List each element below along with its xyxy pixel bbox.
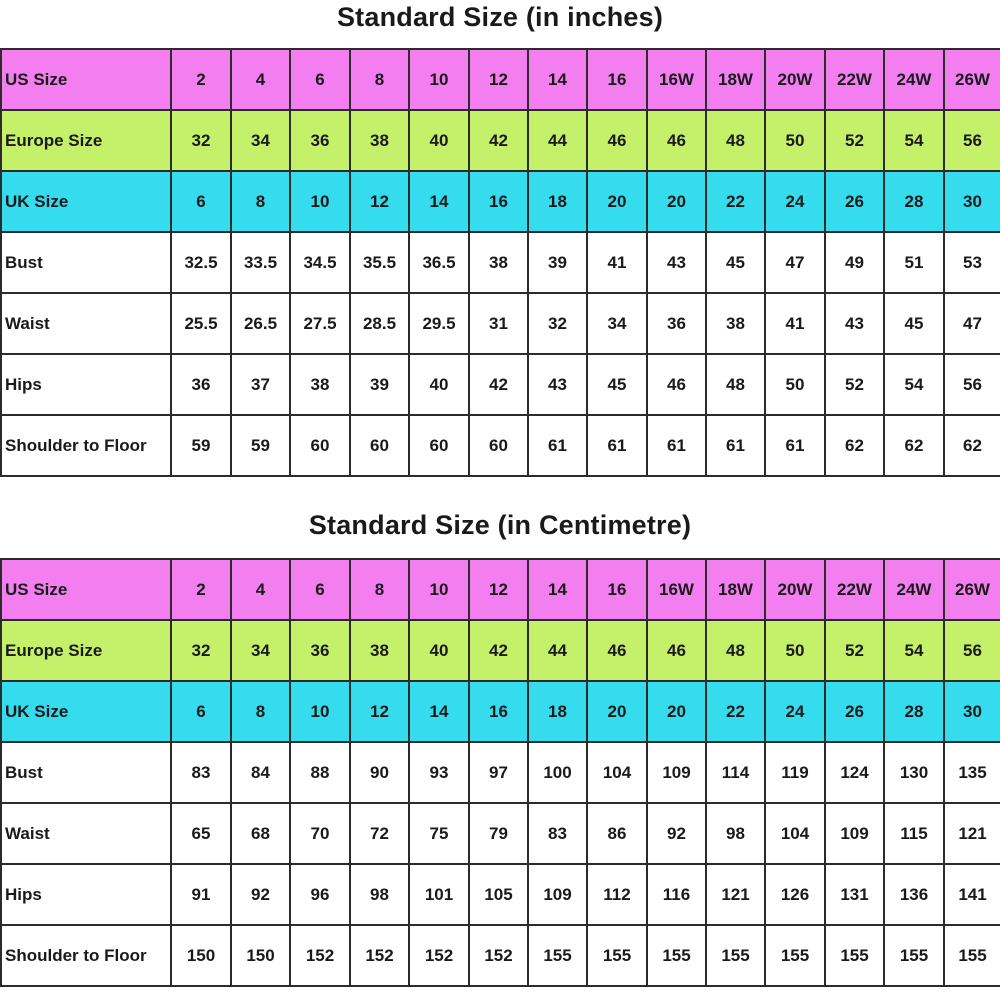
table-cell: 152 [409,925,469,986]
table-cell: 27.5 [290,293,350,354]
row-label: Shoulder to Floor [1,925,171,986]
table-row [1,171,1000,232]
table-cell: 52 [825,110,884,171]
table-cell: 34 [587,293,647,354]
table-cell: 115 [884,803,944,864]
table-cell: 10 [409,559,469,620]
table-cell: 14 [409,681,469,742]
table-cell: 152 [469,925,528,986]
table-cell: 46 [647,354,706,415]
table-cell: 46 [647,110,706,171]
inches-size-table [0,48,1000,477]
table-cell: 155 [765,925,825,986]
table-cell: 36.5 [409,232,469,293]
table-cell: 52 [825,354,884,415]
row-label: US Size [1,559,171,620]
table-cell: 48 [706,620,765,681]
table-cell: 61 [528,415,587,476]
table-cell: 22W [825,559,884,620]
table-cell: 98 [350,864,409,925]
table-cell: 22 [706,681,765,742]
table-cell: 155 [825,925,884,986]
table-cell: 61 [706,415,765,476]
table-cell: 97 [469,742,528,803]
table-cell: 30 [944,171,1000,232]
table-cell: 24 [765,171,825,232]
table-cell: 24W [884,559,944,620]
table-cell: 24W [884,49,944,110]
inches-table-title: Standard Size (in inches) [336,2,664,32]
table-cell: 46 [587,110,647,171]
table-cell: 121 [944,803,1000,864]
table-cell: 50 [765,620,825,681]
table-cell: 2 [171,559,231,620]
table-cell: 121 [706,864,765,925]
table-cell: 16W [647,49,706,110]
table-cell: 34.5 [290,232,350,293]
table-cell: 50 [765,110,825,171]
table-cell: 54 [884,620,944,681]
table-cell: 36 [290,110,350,171]
table-cell: 38 [350,110,409,171]
row-label: UK Size [1,171,171,232]
table-cell: 155 [647,925,706,986]
table-cell: 14 [528,49,587,110]
table-cell: 45 [706,232,765,293]
table-cell: 155 [706,925,765,986]
table-cell: 68 [231,803,290,864]
table-cell: 43 [528,354,587,415]
table-cell: 109 [825,803,884,864]
table-cell: 2 [171,49,231,110]
table-cell: 155 [944,925,1000,986]
table-cell: 61 [765,415,825,476]
centimetre-size-table [0,558,1000,987]
table-cell: 104 [587,742,647,803]
table-cell: 16 [469,171,528,232]
table-cell: 60 [290,415,350,476]
table-cell: 24 [765,681,825,742]
table-cell: 42 [469,354,528,415]
table-row [1,49,1000,110]
table-cell: 56 [944,110,1000,171]
table-cell: 29.5 [409,293,469,354]
table-cell: 98 [706,803,765,864]
table-row [1,620,1000,681]
table-cell: 152 [350,925,409,986]
table-cell: 38 [350,620,409,681]
table-cell: 53 [944,232,1000,293]
table-cell: 92 [231,864,290,925]
table-cell: 124 [825,742,884,803]
table-cell: 105 [469,864,528,925]
table-cell: 28.5 [350,293,409,354]
table-cell: 6 [290,559,350,620]
table-cell: 26 [825,171,884,232]
table-cell: 101 [409,864,469,925]
table-cell: 8 [231,681,290,742]
table-cell: 44 [528,110,587,171]
table-cell: 155 [884,925,944,986]
table-cell: 6 [171,171,231,232]
table-cell: 43 [825,293,884,354]
table-cell: 92 [647,803,706,864]
table-cell: 104 [765,803,825,864]
row-label: Bust [1,232,171,293]
row-label: Waist [1,803,171,864]
table-cell: 72 [350,803,409,864]
table-cell: 131 [825,864,884,925]
table-cell: 112 [587,864,647,925]
table-cell: 60 [409,415,469,476]
table-cell: 16W [647,559,706,620]
table-cell: 38 [469,232,528,293]
table-cell: 20W [765,559,825,620]
table-cell: 20 [587,681,647,742]
table-cell: 18 [528,171,587,232]
table-row [1,803,1000,864]
table-cell: 136 [884,864,944,925]
table-cell: 61 [647,415,706,476]
table-cell: 109 [528,864,587,925]
table-cell: 38 [290,354,350,415]
table-cell: 28 [884,171,944,232]
table-cell: 56 [944,620,1000,681]
table-cell: 4 [231,559,290,620]
table-cell: 4 [231,49,290,110]
table-cell: 52 [825,620,884,681]
table-cell: 10 [409,49,469,110]
table-cell: 36 [290,620,350,681]
table-cell: 56 [944,354,1000,415]
table-cell: 40 [409,110,469,171]
table-cell: 116 [647,864,706,925]
row-label: US Size [1,49,171,110]
table-cell: 6 [290,49,350,110]
table-cell: 32 [171,620,231,681]
table-cell: 83 [528,803,587,864]
table-cell: 79 [469,803,528,864]
table-cell: 44 [528,620,587,681]
table-row [1,681,1000,742]
table-cell: 41 [765,293,825,354]
table-cell: 59 [171,415,231,476]
table-cell: 36 [647,293,706,354]
table-cell: 62 [884,415,944,476]
row-label: Waist [1,293,171,354]
table-cell: 93 [409,742,469,803]
table-cell: 150 [231,925,290,986]
table-cell: 35.5 [350,232,409,293]
table-row [1,742,1000,803]
table-cell: 14 [528,559,587,620]
table-cell: 32 [528,293,587,354]
table-cell: 16 [469,681,528,742]
table-cell: 39 [528,232,587,293]
table-cell: 90 [350,742,409,803]
table-cell: 32 [171,110,231,171]
centimetre-table-title: Standard Size (in Centimetre) [308,510,692,540]
table-cell: 47 [944,293,1000,354]
table-cell: 10 [290,681,350,742]
table-cell: 59 [231,415,290,476]
table-cell: 86 [587,803,647,864]
table-cell: 114 [706,742,765,803]
table-cell: 155 [528,925,587,986]
table-cell: 26W [944,559,1000,620]
table-cell: 6 [171,681,231,742]
table-cell: 135 [944,742,1000,803]
table-cell: 12 [469,559,528,620]
table-cell: 14 [409,171,469,232]
table-cell: 45 [884,293,944,354]
table-cell: 25.5 [171,293,231,354]
row-label: Europe Size [1,620,171,681]
table-cell: 16 [587,559,647,620]
table-cell: 46 [647,620,706,681]
table-cell: 40 [409,354,469,415]
table-cell: 96 [290,864,350,925]
table-cell: 47 [765,232,825,293]
table-cell: 54 [884,110,944,171]
table-cell: 126 [765,864,825,925]
table-cell: 31 [469,293,528,354]
table-cell: 41 [587,232,647,293]
table-cell: 46 [587,620,647,681]
table-cell: 39 [350,354,409,415]
table-cell: 70 [290,803,350,864]
table-cell: 32.5 [171,232,231,293]
table-cell: 62 [825,415,884,476]
table-cell: 75 [409,803,469,864]
table-cell: 51 [884,232,944,293]
table-cell: 26.5 [231,293,290,354]
table-cell: 12 [350,681,409,742]
table-row [1,925,1000,986]
table-row [1,110,1000,171]
table-cell: 28 [884,681,944,742]
table-cell: 12 [469,49,528,110]
table-cell: 22 [706,171,765,232]
table-row [1,354,1000,415]
table-cell: 54 [884,354,944,415]
table-cell: 83 [171,742,231,803]
table-cell: 18W [706,559,765,620]
table-cell: 119 [765,742,825,803]
table-cell: 60 [469,415,528,476]
table-cell: 40 [409,620,469,681]
table-cell: 22W [825,49,884,110]
table-cell: 100 [528,742,587,803]
table-cell: 30 [944,681,1000,742]
table-cell: 26 [825,681,884,742]
table-cell: 16 [587,49,647,110]
table-cell: 155 [587,925,647,986]
table-cell: 18W [706,49,765,110]
table-cell: 18 [528,681,587,742]
table-cell: 130 [884,742,944,803]
table-cell: 152 [290,925,350,986]
row-label: Hips [1,354,171,415]
table-cell: 150 [171,925,231,986]
table-cell: 91 [171,864,231,925]
row-label: Shoulder to Floor [1,415,171,476]
table-cell: 20W [765,49,825,110]
table-row [1,864,1000,925]
table-cell: 8 [350,49,409,110]
table-cell: 42 [469,110,528,171]
row-label: Bust [1,742,171,803]
table-cell: 109 [647,742,706,803]
table-cell: 50 [765,354,825,415]
table-cell: 45 [587,354,647,415]
table-cell: 38 [706,293,765,354]
table-row [1,415,1000,476]
row-label: Hips [1,864,171,925]
table-row [1,232,1000,293]
table-cell: 20 [587,171,647,232]
table-cell: 48 [706,110,765,171]
table-cell: 36 [171,354,231,415]
table-cell: 8 [231,171,290,232]
table-cell: 20 [647,681,706,742]
table-cell: 84 [231,742,290,803]
table-cell: 88 [290,742,350,803]
table-cell: 61 [587,415,647,476]
table-row [1,293,1000,354]
table-cell: 37 [231,354,290,415]
table-cell: 33.5 [231,232,290,293]
table-cell: 10 [290,171,350,232]
table-cell: 141 [944,864,1000,925]
table-cell: 20 [647,171,706,232]
row-label: UK Size [1,681,171,742]
row-label: Europe Size [1,110,171,171]
table-cell: 43 [647,232,706,293]
table-cell: 48 [706,354,765,415]
table-cell: 60 [350,415,409,476]
table-cell: 26W [944,49,1000,110]
table-cell: 42 [469,620,528,681]
table-row [1,559,1000,620]
table-cell: 65 [171,803,231,864]
table-cell: 34 [231,110,290,171]
table-cell: 12 [350,171,409,232]
table-cell: 62 [944,415,1000,476]
table-cell: 8 [350,559,409,620]
table-cell: 34 [231,620,290,681]
table-cell: 49 [825,232,884,293]
